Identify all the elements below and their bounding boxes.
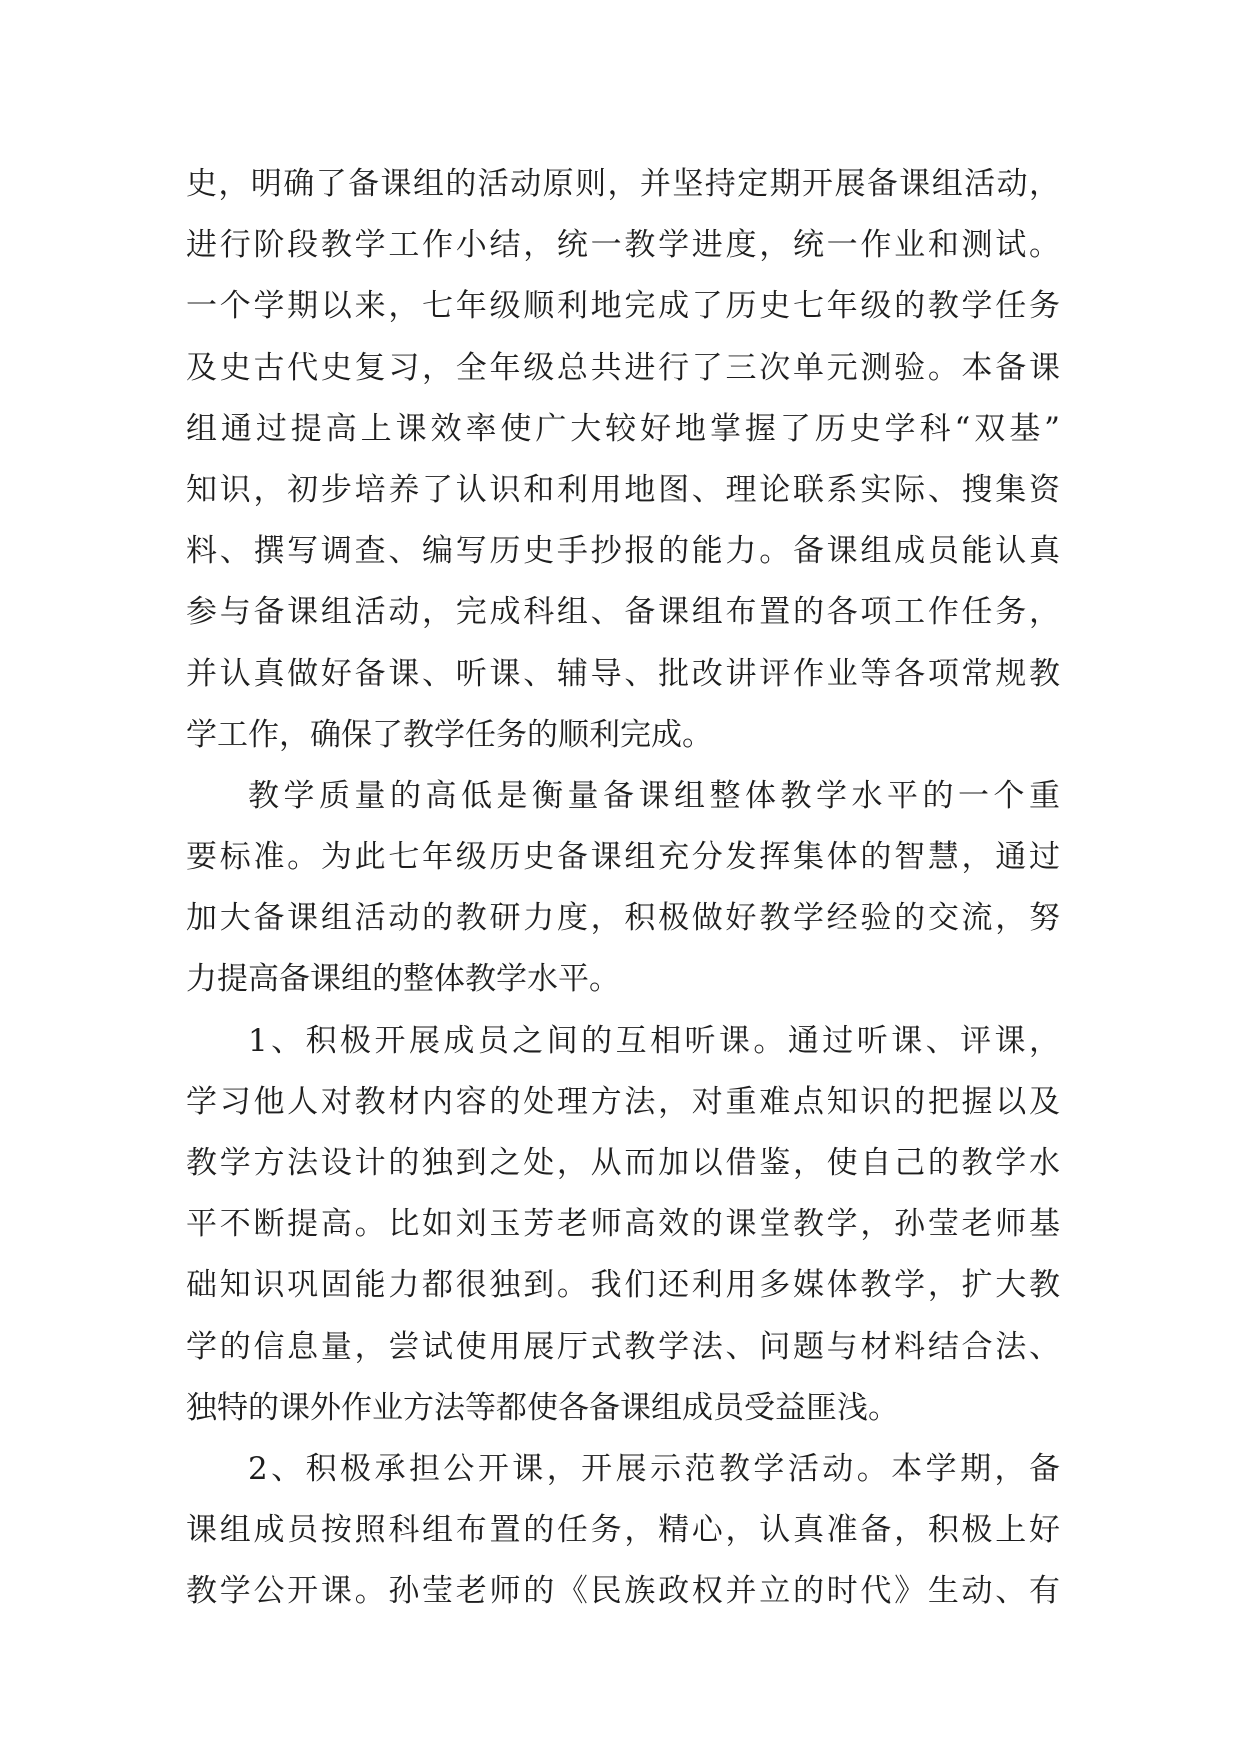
paragraph-line: 独特的课外作业方法等都使各备课组成员受益匪浅。: [186, 1389, 899, 1426]
paragraph-line: 学的信息量，尝试使用展厅式教学法、问题与材料结合法、: [186, 1328, 1060, 1365]
paragraph-line: 料、撰写调查、编写历史手抄报的能力。备课组成员能认真: [186, 533, 1060, 570]
paragraph-line: 教学公开课。孙莹老师的《民族政权并立的时代》生动、有: [186, 1573, 1060, 1610]
paragraph-line: 及史古代史复习，全年级总共进行了三次单元测验。本备课: [186, 349, 1060, 386]
paragraph-line: 础知识巩固能力都很独到。我们还利用多媒体教学，扩大教: [186, 1267, 1060, 1304]
paragraph-line: 教学方法设计的独到之处，从而加以借鉴，使自己的教学水: [186, 1145, 1060, 1181]
paragraph-line: 并认真做好备课、听课、辅导、批改讲评作业等各项常规教: [186, 655, 1060, 692]
paragraph-line: 教学质量的高低是衡量备课组整体教学水平的一个重: [248, 777, 1060, 814]
paragraph-line: 组通过提高上课效率使广大较好地掌握了历史学科“双基”: [186, 410, 1060, 447]
paragraph-line: 要标准。为此七年级历史备课组充分发挥集体的智慧，通过: [186, 839, 1060, 876]
paragraph-line: 2、积极承担公开课，开展示范教学活动。本学期，备: [248, 1450, 1060, 1487]
paragraph-line: 平不断提高。比如刘玉芳老师高效的课堂教学，孙莹老师基: [186, 1206, 1060, 1243]
document-body: [186, 154, 1060, 1623]
paragraph-line: 一个学期以来，七年级顺利地完成了历史七年级的教学任务: [186, 288, 1060, 325]
paragraph-line: 知识，初步培养了认识和利用地图、理论联系实际、搜集资: [186, 471, 1060, 508]
paragraph-line: 1、积极开展成员之间的互相听课。通过听课、评课，: [248, 1022, 1060, 1059]
paragraph-line: 学习他人对教材内容的处理方法，对重难点知识的把握以及: [186, 1083, 1060, 1120]
paragraph-line: 课组成员按照科组布置的任务，精心，认真准备，积极上好: [186, 1512, 1060, 1549]
paragraph-line: 参与备课组活动，完成科组、备课组布置的各项工作任务，: [186, 594, 1060, 631]
paragraph-line: 进行阶段教学工作小结，统一教学进度，统一作业和测试。: [186, 227, 1060, 264]
paragraph-line: 力提高备课组的整体教学水平。: [186, 961, 620, 998]
paragraph-line: 学工作，确保了教学任务的顺利完成。: [186, 716, 713, 753]
paragraph-line: 加大备课组活动的教研力度，积极做好教学经验的交流，努: [186, 900, 1060, 937]
paragraph-line: 史，明确了备课组的活动原则，并坚持定期开展备课组活动，: [186, 166, 1060, 202]
